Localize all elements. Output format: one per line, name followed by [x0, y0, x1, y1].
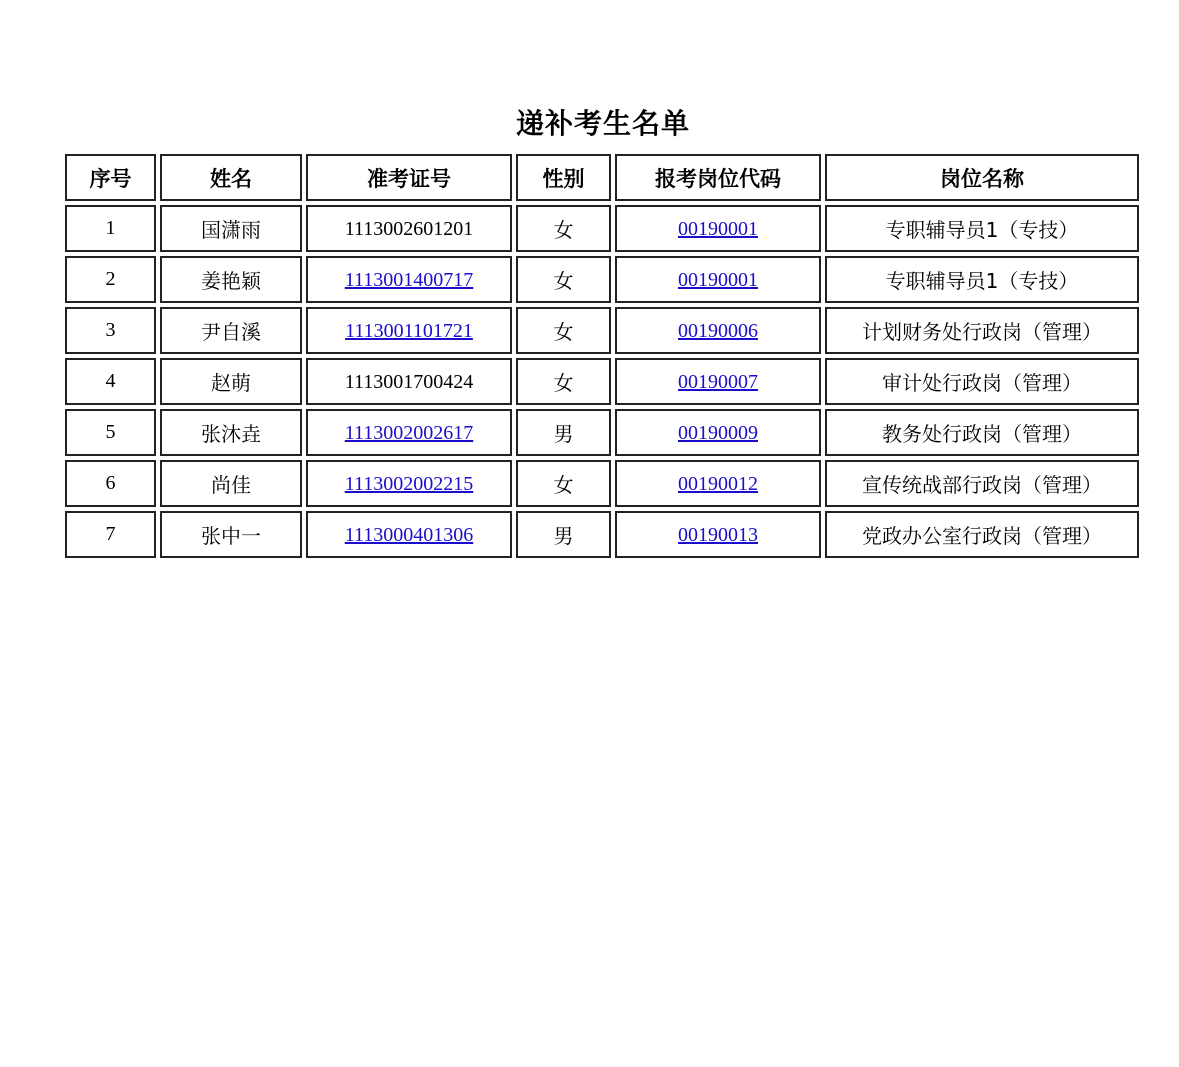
cell-seq: 1 [65, 205, 156, 252]
ticket-number-link[interactable]: 1113002002215 [344, 473, 474, 495]
ticket-number-link[interactable]: 1113000401306 [344, 524, 474, 546]
cell-name: 尚佳 [160, 460, 302, 507]
cell-name: 姜艳颖 [160, 256, 302, 303]
table-row [65, 460, 1139, 507]
cell-gender: 女 [516, 460, 611, 507]
cell-ticket [306, 460, 512, 507]
ticket-number-text: 1113002601201 [344, 218, 474, 240]
position-code-link[interactable]: 00190009 [678, 422, 758, 444]
column-header-seq: 序号 [65, 154, 156, 201]
candidate-table [61, 150, 1143, 562]
table-row [65, 409, 1139, 456]
cell-position: 专职辅导员1（专技） [825, 205, 1139, 252]
cell-ticket [306, 205, 512, 252]
cell-gender: 女 [516, 256, 611, 303]
ticket-number-text: 1113001700424 [344, 371, 474, 393]
cell-code [615, 205, 821, 252]
table-row [65, 358, 1139, 405]
cell-position: 宣传统战部行政岗（管理） [825, 460, 1139, 507]
cell-code [615, 511, 821, 558]
cell-code [615, 409, 821, 456]
cell-seq: 5 [65, 409, 156, 456]
position-code-link[interactable]: 00190006 [678, 320, 758, 342]
cell-ticket [306, 511, 512, 558]
cell-position: 审计处行政岗（管理） [825, 358, 1139, 405]
cell-seq: 4 [65, 358, 156, 405]
cell-gender: 女 [516, 358, 611, 405]
position-code-link[interactable]: 00190007 [678, 371, 758, 393]
column-header-ticket: 准考证号 [306, 154, 512, 201]
cell-position: 教务处行政岗（管理） [825, 409, 1139, 456]
table-row [65, 511, 1139, 558]
cell-seq: 7 [65, 511, 156, 558]
cell-seq: 6 [65, 460, 156, 507]
page-title: 递补考生名单 [515, 107, 690, 140]
cell-name: 国潇雨 [160, 205, 302, 252]
position-code-link[interactable]: 00190013 [678, 524, 758, 546]
table-row [65, 307, 1139, 354]
cell-code [615, 358, 821, 405]
cell-gender: 男 [516, 409, 611, 456]
table-row [65, 256, 1139, 303]
position-code-link[interactable]: 00190012 [678, 473, 758, 495]
column-header-position: 岗位名称 [825, 154, 1139, 201]
column-header-name: 姓名 [160, 154, 302, 201]
cell-seq: 2 [65, 256, 156, 303]
cell-code [615, 307, 821, 354]
table-row [65, 205, 1139, 252]
cell-position: 计划财务处行政岗（管理） [825, 307, 1139, 354]
position-code-link[interactable]: 00190001 [678, 269, 758, 291]
cell-gender: 女 [516, 307, 611, 354]
cell-ticket [306, 358, 512, 405]
cell-name: 张沐垚 [160, 409, 302, 456]
cell-seq: 3 [65, 307, 156, 354]
ticket-number-link[interactable]: 1113001101721 [345, 320, 473, 342]
cell-name: 张中一 [160, 511, 302, 558]
cell-position: 专职辅导员1（专技） [825, 256, 1139, 303]
cell-ticket [306, 256, 512, 303]
cell-code [615, 256, 821, 303]
cell-ticket [306, 307, 512, 354]
column-header-code: 报考岗位代码 [615, 154, 821, 201]
cell-ticket [306, 409, 512, 456]
cell-code [615, 460, 821, 507]
cell-name: 尹自溪 [160, 307, 302, 354]
ticket-number-link[interactable]: 1113002002617 [344, 422, 474, 444]
column-header-gender: 性别 [516, 154, 611, 201]
position-code-link[interactable]: 00190001 [678, 218, 758, 240]
table-header-row [65, 154, 1139, 201]
cell-position: 党政办公室行政岗（管理） [825, 511, 1139, 558]
cell-name: 赵萌 [160, 358, 302, 405]
cell-gender: 男 [516, 511, 611, 558]
cell-gender: 女 [516, 205, 611, 252]
ticket-number-link[interactable]: 1113001400717 [344, 269, 474, 291]
